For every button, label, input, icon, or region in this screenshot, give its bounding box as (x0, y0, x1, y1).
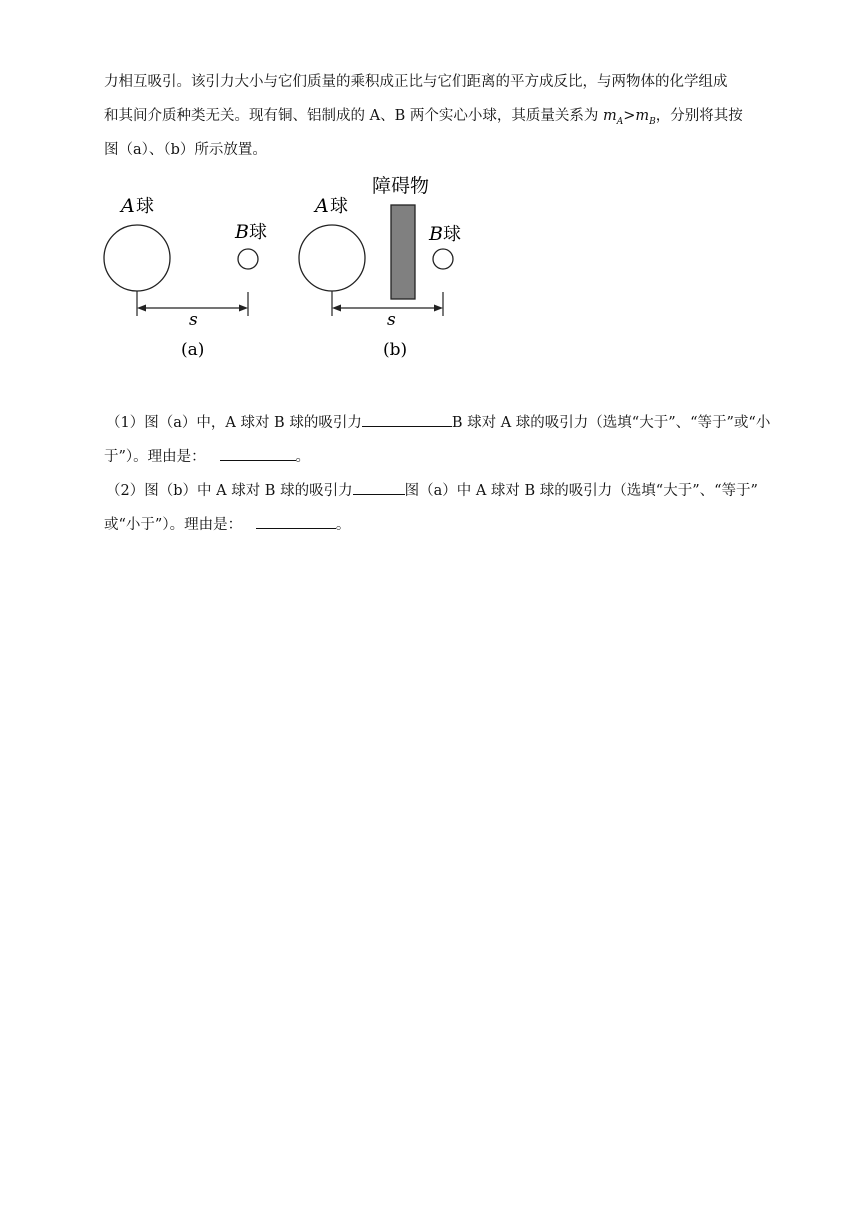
fig-b-caption: (b) (383, 340, 408, 360)
q2-reason-label: 或“小于”）。理由是： (104, 517, 243, 533)
fig-a-ball-b-letter: B (235, 221, 249, 243)
intro-line-2 (104, 106, 743, 132)
fig-b-obstacle (391, 205, 415, 299)
q1-text-end: B 球对 A 球的吸引力（选填“大于”、“等于”或“小 (451, 415, 771, 431)
fig-b-arrow-right (434, 305, 443, 312)
q1-period: 。 (295, 449, 310, 465)
fig-b-ball-b-word: 球 (443, 224, 461, 245)
q1-reason-label: 于”）。理由是： (104, 449, 206, 465)
q1-blank-2[interactable] (220, 445, 296, 461)
mass-b-subscript: B (649, 116, 656, 127)
fig-b-obstacle-label: 障碍物 (372, 175, 430, 197)
q2-period: 。 (335, 517, 351, 533)
mass-a-symbol: m (602, 108, 617, 124)
q2-blank-1[interactable] (353, 479, 405, 495)
fig-a-distance-label: s (189, 310, 198, 330)
q2-text-start: （2）图（b）中 A 球对 B 球的吸引力 (106, 483, 353, 499)
intro-line-3: 图（a）、（b）所示放置。 (104, 142, 267, 158)
fig-a-arrow-right (239, 305, 248, 312)
fig-a-ball-a-word: 球 (136, 196, 154, 217)
intro-line-2-end: ，分别将其按 (655, 108, 743, 124)
greater-than: > (623, 108, 636, 124)
fig-a-ball-b-word: 球 (249, 222, 267, 243)
fig-b-ball-a-word: 球 (330, 196, 348, 217)
fig-a-ball-a-letter: A (121, 195, 135, 217)
question-2-line-1 (106, 479, 758, 501)
mass-a-subscript: A (616, 116, 624, 127)
q2-text-end: 图（a）中 A 球对 B 球的吸引力（选填“大于”、“等于” (404, 483, 758, 499)
question-2-line-2 (104, 513, 350, 535)
intro-line-2-text: 和其间介质种类无关。现有铜、铝制成的 A、B 两个实心小球，其质量关系为 (104, 108, 603, 124)
fig-b-ball-b (433, 249, 453, 269)
fig-b-ball-a-letter: A (315, 195, 329, 217)
q1-text-start: （1）图（a）中，A 球对 B 球的吸引力 (106, 415, 362, 431)
intro-line-1: 力相互吸引。该引力大小与它们质量的乘积成正比与它们距离的平方成反比，与两物体的化学组成 (104, 74, 728, 90)
mass-b-symbol: m (635, 108, 650, 124)
question-1-line-2 (104, 445, 310, 467)
fig-a-ball-a (104, 225, 170, 291)
fig-b-distance-label: s (387, 310, 396, 330)
q1-blank-1[interactable] (362, 411, 452, 427)
figure-a (104, 195, 267, 360)
fig-a-caption: (a) (181, 340, 205, 360)
fig-b-ball-b-letter: B (429, 223, 443, 245)
figure-b (299, 175, 461, 360)
fig-a-ball-b (238, 249, 258, 269)
fig-a-arrow-left (137, 305, 146, 312)
diagram-figure (96, 170, 476, 370)
question-1-line-1 (106, 411, 770, 433)
fig-b-ball-a (299, 225, 365, 291)
q2-blank-2[interactable] (256, 513, 336, 529)
fig-b-arrow-left (332, 305, 341, 312)
